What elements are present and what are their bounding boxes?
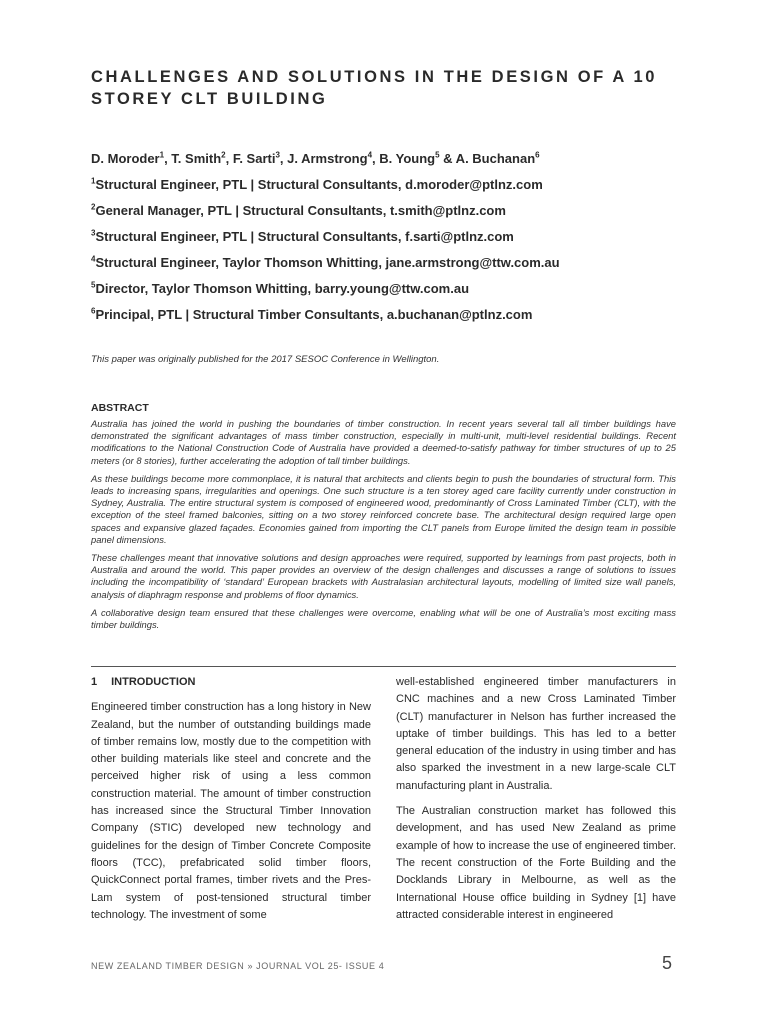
body-paragraph: Engineered timber construction has a long history in New Zealand, but the number of outstanding buildings made of timber remains low, mostly due to the competition with other building materials like steel and concrete and the perceived higher risk of using a less common construction material. The amount of timber construction has increased since the Structural Timber Innovation Company (STIC) developed new technology and guidelines for the design of Timber Concrete Composite floors (TCC), prefabricated solid timber floors, QuickConnect portal frames, timber rivets and the Pres-Lam system of post-tensioned structural timber technology. The investment of some [91, 701, 371, 921]
author-superscript: 1 [159, 150, 165, 160]
affiliation-text: Director, Taylor Thomson Whitting, barry.young@ttw.com.au [95, 281, 470, 296]
author-line [91, 146, 691, 172]
abstract-paragraph: These challenges meant that innovative solutions and design approaches were required, supported by learnings from past projects, both in Australia and around the world. This paper provides an overview of the design challenges and discusses a range of solutions to issues including the incompatibility of ‘standard’ European brackets with Australasian architectural layouts, modelling of limited size wall panels, analysis of diaphragm response and problems of floor dynamics. [91, 552, 676, 600]
author-name: , T. Smith [164, 151, 222, 166]
affiliation-number: 5 [91, 280, 96, 290]
section-heading [91, 674, 371, 691]
affiliation-number: 2 [91, 202, 96, 212]
affiliation-text: General Manager, PTL | Structural Consultants, t.smith@ptlnz.com [95, 203, 506, 218]
affiliation-text: Structural Engineer, Taylor Thomson Whitting, jane.armstrong@ttw.com.au [95, 255, 560, 270]
author-superscript: 3 [275, 150, 280, 160]
affiliation-text: Structural Engineer, PTL | Structural Consultants, f.sarti@ptlnz.com [95, 229, 514, 244]
abstract-heading: ABSTRACT [91, 402, 149, 414]
section-divider [91, 666, 676, 667]
page-number: 5 [662, 953, 673, 973]
author-superscript: 4 [367, 150, 373, 160]
publication-note: This paper was originally published for the 2017 SESOC Conference in Wellington. [91, 354, 440, 365]
body-paragraph: well-established engineered timber manufacturers in CNC machines and a new Cross Laminated Timber (CLT) manufacturer in Nelson has further increased the uptake of timber buildings. This has led to a better general education of the industry in using timber and has also sparked the investment in a new large-scale CLT manufacturing plant in Australia. [396, 676, 676, 792]
affiliation-2 [91, 198, 691, 224]
author-superscript: 5 [435, 150, 440, 160]
section-title: INTRODUCTION [111, 676, 196, 688]
author-name: , B. Young [372, 151, 436, 166]
author-name: , J. Armstrong [279, 151, 368, 166]
affiliation-text: Structural Engineer, PTL | Structural Consultants, d.moroder@ptlnz.com [95, 177, 543, 192]
abstract-paragraph: As these buildings become more commonplace, it is natural that architects and clients begin to push the boundaries of structural form. This leads to increasing spans, irregularities and openings. One such structure is a ten storey aged care facility currently under construction in Sydney, Australia. The entire structural system is composed of engineered wood, predominantly of Cross Laminated Timber (CLT), with the exception of the steel framed balconies, sitting on a two storey reinforced concrete base. The architectural design required large open spaces and expansive glazed façades. Economies gained from importing the CLT panels from Europe limited the design team in possible panel dimensions. [91, 472, 676, 545]
author-superscript: 2 [221, 150, 226, 160]
affiliation-number: 1 [91, 176, 96, 186]
abstract-paragraph: Australia has joined the world in pushing the boundaries of timber construction. In recent years several tall all timber buildings have demonstrated the significant advantages of mass timber construction, especially in multi-unit, multi-level residential buildings. Recent modifications to the National Construction Code of Australia have provided a deemed-to-satisfy pathway for timber structures of up to 25 meters (or 8 stories), further accelerating the adoption of tall timber buildings. [91, 418, 676, 466]
affiliation-text: Principal, PTL | Structural Timber Consultants, a.buchanan@ptlnz.com [95, 307, 533, 322]
affiliation-6 [91, 302, 691, 328]
abstract-paragraph: A collaborative design team ensured that these challenges were overcome, enabling what will be one of Australia’s most exciting mass timber buildings. [91, 606, 676, 631]
author-name: , F. Sarti [225, 151, 276, 166]
author-name: & A. Buchanan [439, 151, 536, 166]
author-superscript: 6 [535, 150, 540, 160]
body-paragraph: The Australian construction market has followed this development, and has used New Zealand as prime example of how to increase the use of engineered timber. The recent construction of the Forte Building and the Docklands Library in Melbourne, as well as the International House office building in Sydney [1] have attracted considerable interest in engineered [396, 805, 676, 921]
right-column [396, 674, 676, 932]
left-column [91, 674, 371, 932]
affiliation-number: 3 [91, 228, 96, 238]
affiliation-4 [91, 250, 691, 276]
section-number: 1 [91, 676, 98, 688]
affiliation-number: 4 [91, 254, 96, 264]
affiliation-5 [91, 276, 691, 302]
affiliation-3 [91, 224, 691, 250]
affiliation-number: 6 [91, 306, 96, 316]
abstract-body [91, 418, 676, 637]
journal-footer: NEW ZEALAND TIMBER DESIGN » JOURNAL VOL 25- ISSUE 4 [91, 961, 385, 971]
author-block [91, 146, 691, 328]
affiliation-1 [91, 172, 691, 198]
paper-title: CHALLENGES AND SOLUTIONS IN THE DESIGN OF A 10 STOREY CLT BUILDING [91, 68, 658, 108]
author-name: D. Moroder [91, 151, 160, 166]
